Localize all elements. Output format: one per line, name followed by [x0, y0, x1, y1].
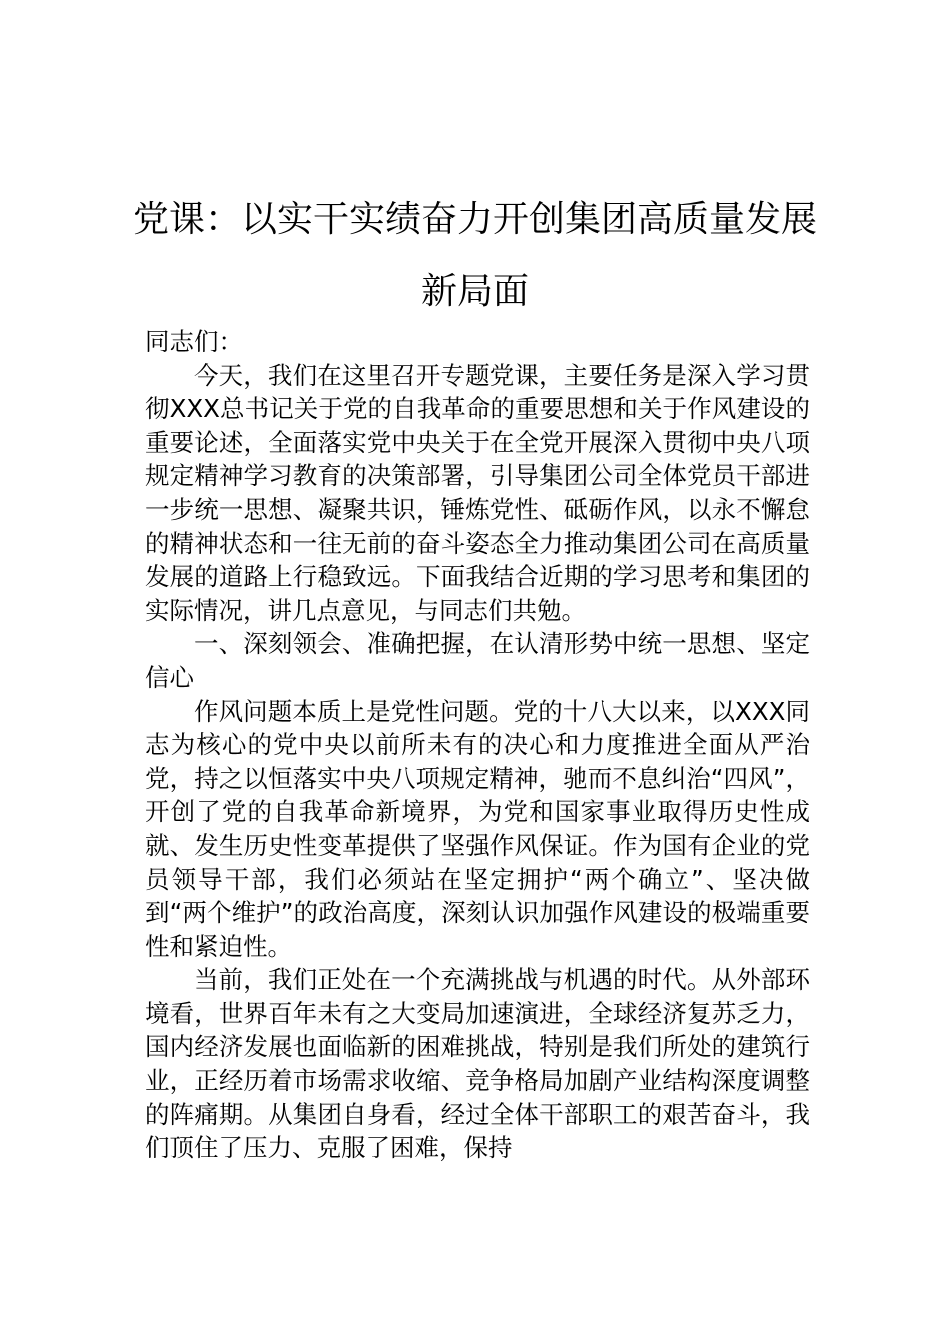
- paragraph-intro: 今天，我们在这里召开专题党课，主要任务是深入学习贯彻XXX总书记关于党的自我革命的重要思想和关于作风建设的重要论述，全面落实党中央关于在全党开展深入贯彻中央八项规定精神学习教育的决策部署，引导集团公司全体党员干部进一步统一思想、凝聚共识，锤炼党性、砥砺作风，以永不懈怠的精神状态和一往无前的奋斗姿态全力推动集团公司在高质量发展的道路上行稳致远。下面我结合近期的学习思考和集团的实际情况，讲几点意见，与同志们共勉。: [145, 360, 810, 625]
- section-heading-1: 一、深刻领会、准确把握，在认清形势中统一思想、坚定信心: [145, 629, 810, 692]
- paragraph-current-situation: 当前，我们正处在一个充满挑战与机遇的时代。从外部环境看，世界百年未有之大变局加速演进，全球经济复苏乏力，国内经济发展也面临新的困难挑战，特别是我们所处的建筑行业，正经历着市场需求收缩、竞争格局加剧产业结构深度调整的阵痛期。从集团自身看，经过全体干部职工的艰苦奋斗，我们顶住了压力、克服了困难，保持: [145, 965, 810, 1163]
- document-body: [145, 325, 810, 1165]
- paragraph-style-essence: 作风问题本质上是党性问题。党的十八大以来，以XXX同志为核心的党中央以前所未有的决心和力度推进全面从严治党，持之以恒落实中央八项规定精神，驰而不息纠治“四风”，开创了党的自我革命新境界，为党和国家事业取得历史性成就、发生历史性变革提供了坚强作风保证。作为国有企业的党员领导干部，我们必须站在坚定拥护“两个确立”、坚决做到“两个维护”的政治高度，深刻认识加强作风建设的极端重要性和紧迫性。: [145, 696, 810, 961]
- salutation: 同志们：: [145, 327, 243, 356]
- document-title: 党课：以实干实绩奋力开创集团高质量发展新局面: [132, 199, 817, 313]
